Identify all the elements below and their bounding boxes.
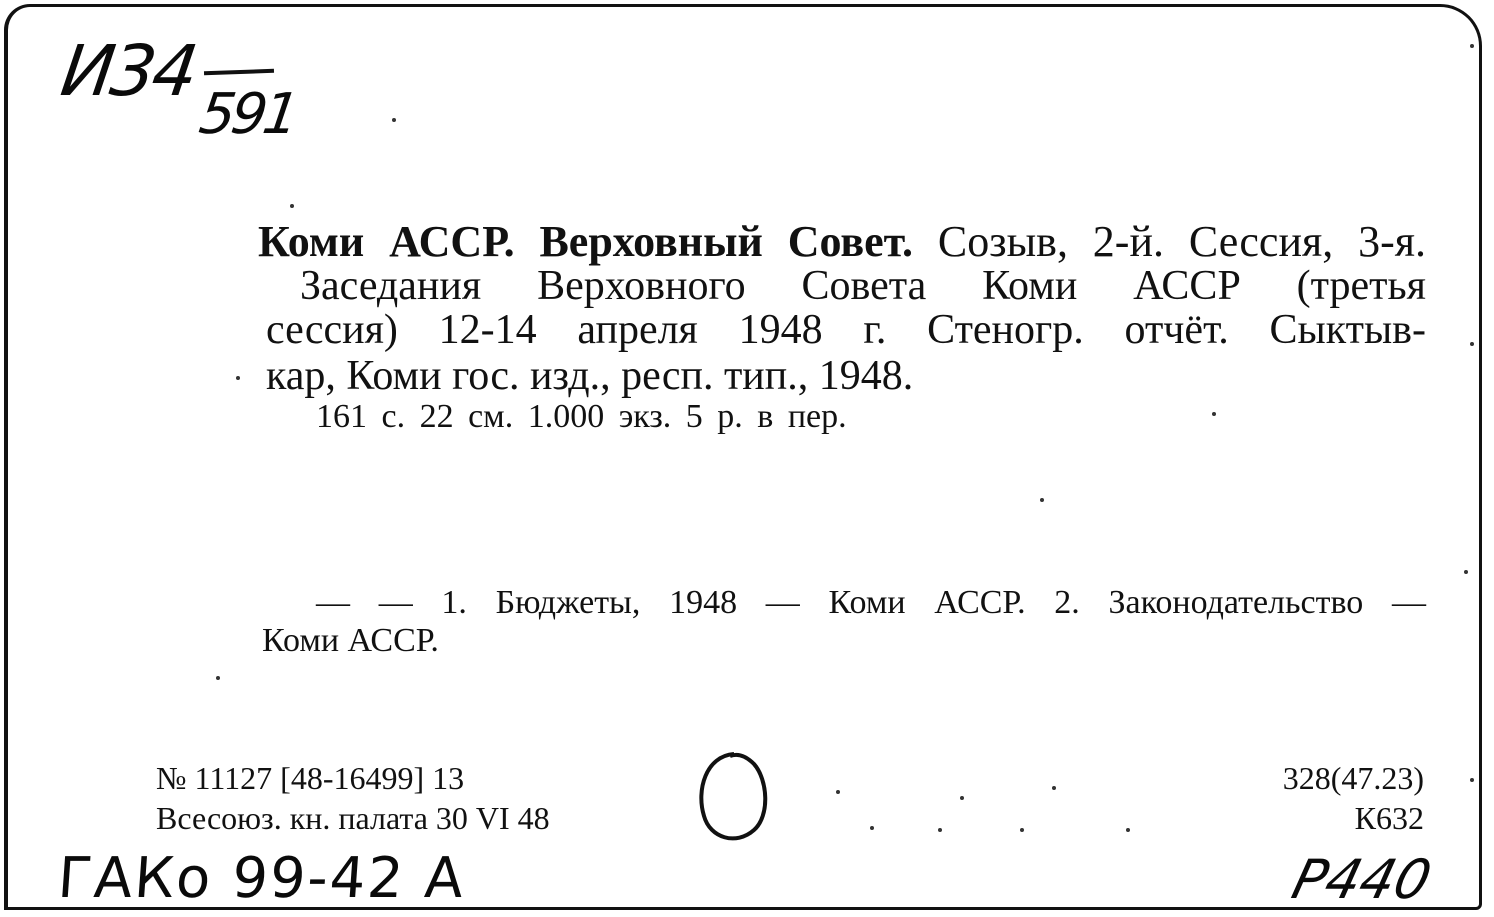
handwritten-shelfmark-sub: 591 bbox=[195, 82, 300, 147]
speck bbox=[938, 828, 942, 832]
handwritten-archive-code: ГАКо 99-42 А bbox=[55, 846, 468, 911]
subject-headings-line-2: Коми АССР. bbox=[262, 622, 439, 659]
subject-headings-line-1: — — 1. Бюджеты, 1948 — Коми АССР. 2. Законодательство — bbox=[316, 584, 1426, 621]
entry-heading bbox=[258, 216, 1426, 267]
speck bbox=[392, 118, 396, 122]
hand-drawn-circle bbox=[690, 750, 772, 846]
handwritten-shelfmark: И34 bbox=[56, 30, 201, 112]
speck bbox=[1126, 828, 1130, 832]
speck bbox=[1020, 828, 1024, 832]
handwritten-code: Р440 bbox=[1286, 848, 1438, 911]
entry-collation: 161 с. 22 см. 1.000 экз. 5 р. в пер. bbox=[316, 398, 847, 435]
entry-imprint-line: кар, Коми гос. изд., респ. тип., 1948. bbox=[266, 353, 914, 399]
record-number: № 11127 [48-16499] 13 bbox=[156, 760, 465, 796]
entry-title-line-3: сессия) 12-14 апреля 1948 г. Стеногр. отчёт. Сыктыв- bbox=[266, 307, 1426, 353]
classification-number: 328(47.23) bbox=[1282, 760, 1424, 796]
speck bbox=[836, 790, 840, 794]
entry-heading-bold: Коми АССР. Верховный Совет. bbox=[258, 217, 913, 266]
speck bbox=[290, 204, 294, 208]
book-chamber-line: Всесоюз. кн. палата 30 VI 48 bbox=[156, 800, 550, 836]
entry-title-line-2: Заседания Верховного Совета Коми АССР (третья bbox=[300, 263, 1426, 309]
speck bbox=[1052, 786, 1056, 790]
cutter-number: К632 bbox=[1354, 800, 1424, 836]
speck bbox=[236, 376, 240, 380]
speck bbox=[1470, 778, 1474, 782]
speck bbox=[1470, 342, 1474, 346]
speck bbox=[1040, 498, 1044, 502]
speck bbox=[960, 796, 964, 800]
speck bbox=[1470, 44, 1474, 48]
speck bbox=[870, 826, 874, 830]
speck bbox=[1212, 412, 1216, 416]
entry-heading-rest: Созыв, 2-й. Сессия, 3-я. bbox=[937, 217, 1426, 266]
speck bbox=[1464, 570, 1468, 574]
speck bbox=[216, 676, 220, 680]
